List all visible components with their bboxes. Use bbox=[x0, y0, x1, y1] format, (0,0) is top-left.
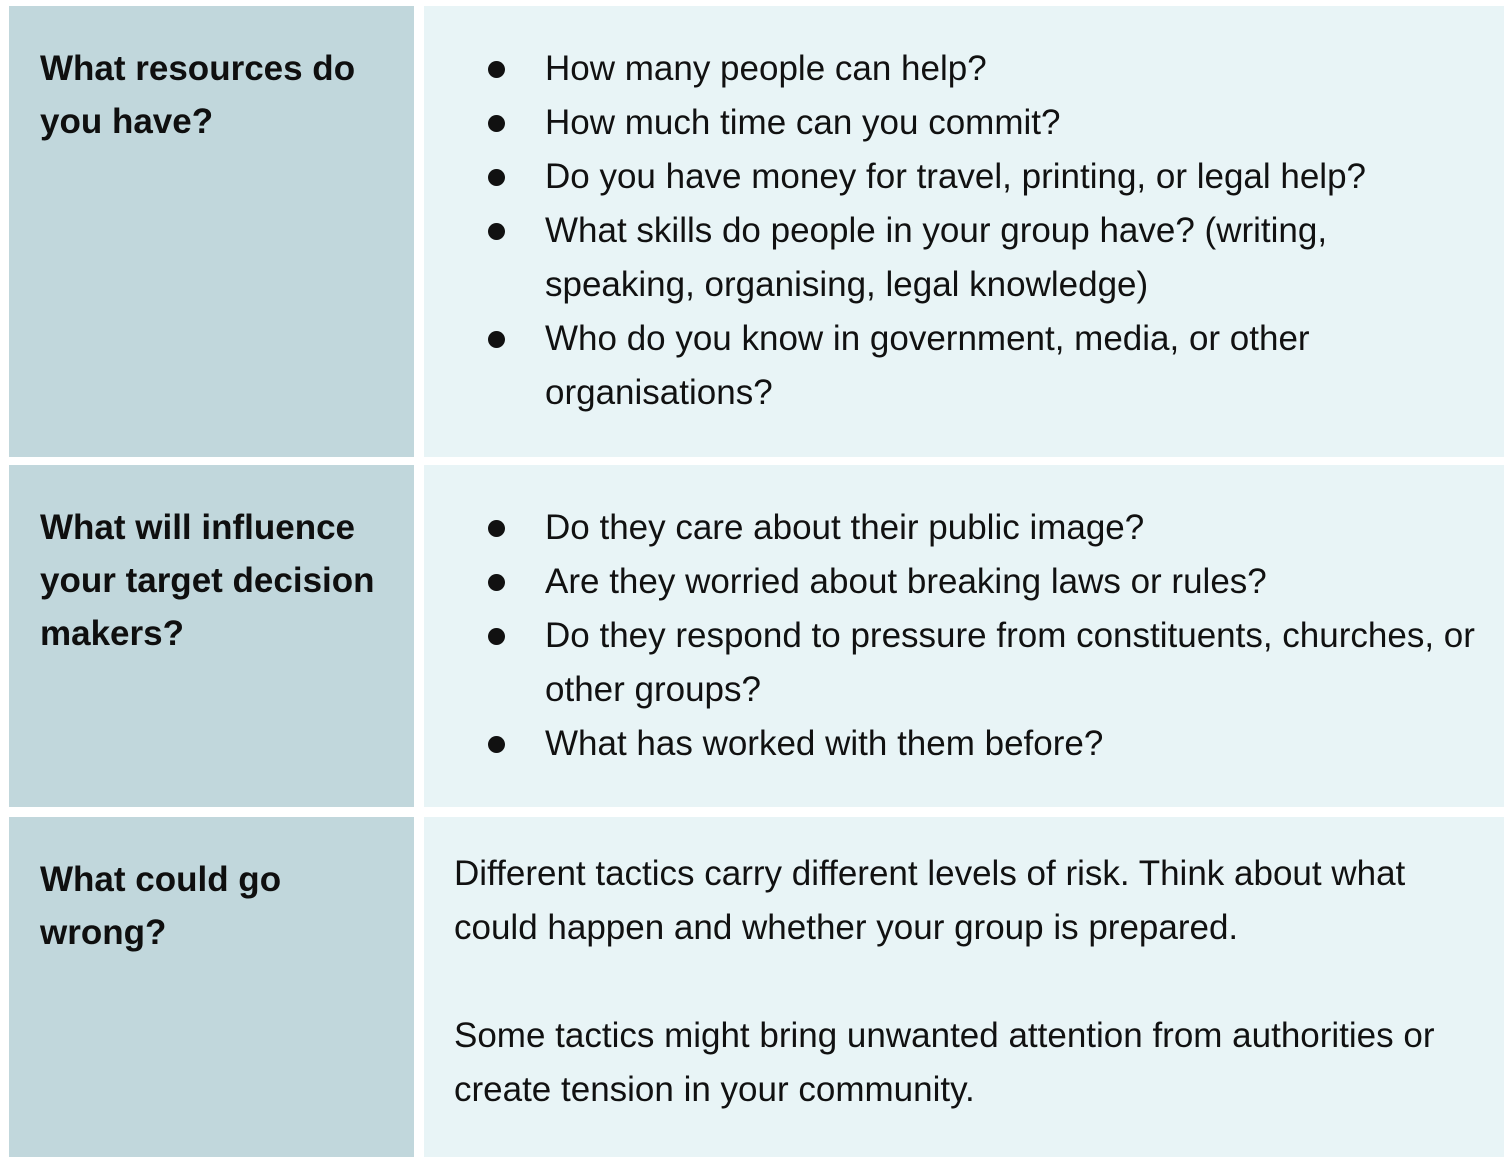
bullet-list bbox=[424, 6, 1504, 420]
paragraph: Different tactics carry different levels of risk. Think about what could happen and whether your group is prepared. bbox=[454, 854, 1406, 947]
list-item bbox=[424, 204, 1484, 312]
row-content-cell bbox=[424, 465, 1504, 807]
bullet-icon bbox=[488, 520, 505, 537]
list-item-text: Do you have money for travel, printing, or legal help? bbox=[545, 157, 1367, 196]
paragraph-block bbox=[424, 817, 1504, 1117]
row-label-cell bbox=[9, 465, 414, 807]
list-item bbox=[424, 96, 1484, 150]
row-label: What will influence your target decision makers? bbox=[40, 508, 375, 653]
list-item bbox=[424, 150, 1484, 204]
list-item bbox=[424, 717, 1484, 771]
bullet-list bbox=[424, 465, 1504, 771]
bullet-icon bbox=[488, 331, 505, 348]
table-row-influence bbox=[0, 465, 1512, 807]
bullet-icon bbox=[488, 169, 505, 186]
paragraph: Some tactics might bring unwanted attention from authorities or create tension in your community. bbox=[454, 1016, 1435, 1109]
list-item-text: How many people can help? bbox=[545, 49, 987, 88]
bullet-icon bbox=[488, 628, 505, 645]
list-item-text: Do they care about their public image? bbox=[545, 508, 1145, 547]
list-item bbox=[424, 555, 1484, 609]
list-item bbox=[424, 609, 1484, 717]
list-item-text: How much time can you commit? bbox=[545, 103, 1061, 142]
row-label: What resources do you have? bbox=[40, 49, 356, 141]
list-item-text: What skills do people in your group have? (writing, speaking, organising, legal knowledge) bbox=[545, 211, 1328, 304]
bullet-icon bbox=[488, 736, 505, 753]
bullet-icon bbox=[488, 61, 505, 78]
row-label: What could go wrong? bbox=[40, 860, 282, 952]
row-content-cell bbox=[424, 6, 1504, 457]
row-label-cell bbox=[9, 6, 414, 457]
row-content-cell bbox=[424, 817, 1504, 1157]
row-label-cell bbox=[9, 817, 414, 1157]
list-item-text: Who do you know in government, media, or other organisations? bbox=[545, 319, 1310, 412]
list-item-text: Are they worried about breaking laws or rules? bbox=[545, 562, 1267, 601]
list-item bbox=[424, 501, 1484, 555]
bullet-icon bbox=[488, 223, 505, 240]
list-item-text: Do they respond to pressure from constituents, churches, or other groups? bbox=[545, 616, 1475, 709]
table-row-resources bbox=[0, 6, 1512, 457]
list-item bbox=[424, 42, 1484, 96]
list-item bbox=[424, 312, 1484, 420]
list-item-text: What has worked with them before? bbox=[545, 724, 1104, 763]
bullet-icon bbox=[488, 115, 505, 132]
table-row-risks bbox=[0, 817, 1512, 1157]
bullet-icon bbox=[488, 574, 505, 591]
